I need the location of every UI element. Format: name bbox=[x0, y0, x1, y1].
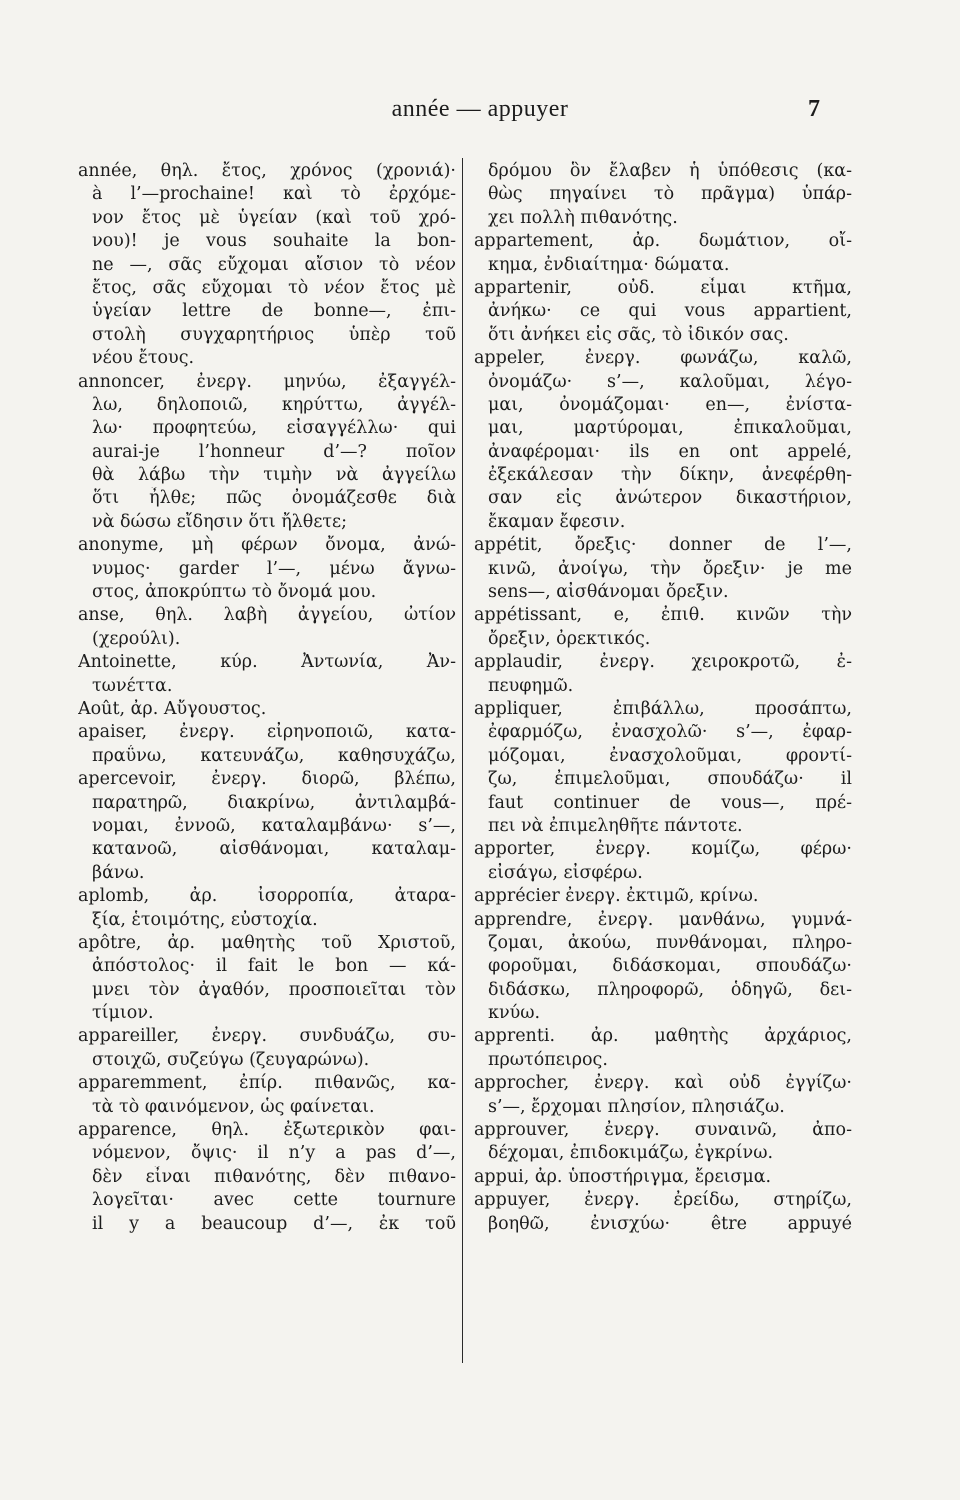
entry-headword-line: aplomb, ἀρ. ἰσορροπία, ἀταρα- bbox=[78, 886, 456, 907]
entry-headword-line: anse, θηλ. λαβὴ ἀγγείου, ὠτίον bbox=[78, 605, 456, 626]
entry-continuation-line: λω· προφητεύω, εἰσαγγέλλω· qui bbox=[92, 418, 456, 439]
entry-continuation-line: τίμιον. bbox=[92, 1003, 154, 1024]
entry-continuation-line: μαι, ὀνομάζομαι· en—, ἐνίστα- bbox=[488, 394, 852, 415]
entry-headword-line: appliquer, ἐπιβάλλω, προσάπτω, bbox=[474, 698, 852, 719]
entry-continuation-line: πει νὰ ἐπιμεληθῆτε πάντοτε. bbox=[488, 815, 743, 836]
entry-continuation-line: μόζομαι, ἐνασχολοῦμαι, φροντί- bbox=[488, 745, 852, 766]
entry-headword-line: approcher, ἐνεργ. καὶ οὐδ ἐγγίζω· bbox=[474, 1073, 852, 1094]
entry-continuation-line: il y a beaucoup d’—, ἐκ τοῦ bbox=[92, 1213, 456, 1234]
entry-continuation-line: μνει τὸν ἀγαθόν, προσποιεῖται τὸν bbox=[92, 979, 456, 1000]
entry-continuation-line: ζομαι, ἀκούω, πυνθάνομαι, πληρο- bbox=[488, 932, 852, 953]
entry-headword-line: appétissant, e, ἐπιθ. κινῶν τὴν bbox=[474, 605, 852, 626]
entry-continuation-line: νὰ δώσω εἴδησιν ὅτι ἤλθετε; bbox=[92, 511, 348, 532]
entry-continuation-line: θὼς πηγαίνει τὸ πρᾶγμα) ὑπάρ- bbox=[488, 184, 852, 205]
entry-continuation-line: faut continuer de vous—, πρέ- bbox=[488, 792, 852, 813]
entry-continuation-line: πραΰνω, κατευνάζω, καθησυχάζω, bbox=[92, 745, 456, 766]
entry-continuation-line: ὑγείαν lettre de bonne—, ἐπι- bbox=[92, 301, 456, 322]
entry-continuation-line: στολὴ συγχαρητήριος ὑπὲρ τοῦ bbox=[92, 324, 456, 345]
entry-headword-line: apprécier ἐνεργ. ἐκτιμῶ, κρίνω. bbox=[474, 886, 759, 907]
entry-headword-line: appétit, ὄρεξις· donner de l’—, bbox=[474, 535, 852, 556]
entry-continuation-line: θὰ λάβω τὴν τιμὴν νὰ ἀγγείλω bbox=[92, 465, 456, 486]
entry-continuation-line: βοηθῶ, ἐνισχύω· être appuyé bbox=[488, 1213, 852, 1234]
entry-continuation-line: χει πολλὴ πιθανότης. bbox=[488, 207, 678, 228]
entry-continuation-line: φοροῦμαι, διδάσκομαι, σπουδάζω· bbox=[488, 956, 852, 977]
entry-headword-line: appartement, ἀρ. δωμάτιον, οἴ- bbox=[474, 231, 852, 252]
entry-continuation-line: ἐφαρμόζω, ἐνασχολῶ· s’—, ἐφαρ- bbox=[488, 722, 852, 743]
running-head: année — appuyer bbox=[391, 96, 569, 122]
entry-headword-line: approuver, ἐνεργ. συναινῶ, ἀπο- bbox=[474, 1120, 852, 1141]
entry-headword-line: apaiser, ἐνεργ. εἰρηνοποιῶ, κατα- bbox=[78, 722, 456, 743]
entry-continuation-line: στοιχῶ, συζεύγω (ζευγαρώνω). bbox=[92, 1049, 370, 1070]
entry-headword-line: appareiller, ἐνεργ. συνδυάζω, συ- bbox=[78, 1026, 456, 1047]
entry-continuation-line: aurai-je l’honneur d’—? ποῖον bbox=[92, 441, 456, 462]
entry-continuation-line: ne —, σᾶς εὔχομαι αἴσιον τὸ νέον bbox=[92, 254, 456, 275]
entry-continuation-line: παρατηρῶ, διακρίνω, ἀντιλαμβά- bbox=[92, 792, 456, 813]
entry-headword-line: Août, ἀρ. Αὔγουστος. bbox=[78, 698, 267, 719]
entry-continuation-line: νον ἔτος μὲ ὑγείαν (καὶ τοῦ χρό- bbox=[92, 207, 456, 228]
entry-continuation-line: τωνέττα. bbox=[92, 675, 173, 696]
entry-continuation-line: ὀνομάζω· s’—, καλοῦμαι, λέγο- bbox=[488, 371, 852, 392]
entry-headword-line: anonyme, μὴ φέρων ὄνομα, ἀνώ- bbox=[78, 535, 456, 556]
entry-continuation-line: πευφημῶ. bbox=[488, 675, 574, 696]
entry-headword-line: appeler, ἐνεργ. φωνάζω, καλῶ, bbox=[474, 348, 852, 369]
entry-continuation-line: ἀναφέρομαι· ils en ont appelé, bbox=[488, 441, 852, 462]
entry-continuation-line: ξία, ἑτοιμότης, εὐστοχία. bbox=[92, 909, 318, 930]
entry-continuation-line: δὲν εἶναι πιθανότης, δὲν πιθανο- bbox=[92, 1166, 456, 1187]
entry-continuation-line: νέου ἔτους. bbox=[92, 348, 195, 369]
entry-continuation-line: δρόμου ὃν ἔλαβεν ἡ ὑπόθεσις (κα- bbox=[488, 161, 852, 181]
entry-continuation-line: ὅτι ἀνήκει εἰς σᾶς, τὸ ἰδικόν σας. bbox=[488, 324, 789, 345]
entry-continuation-line: λογεῖται· avec cette tournure bbox=[92, 1190, 456, 1211]
entry-continuation-line: ἔκαμαν ἔφεσιν. bbox=[488, 511, 626, 532]
entry-headword-line: apparence, θηλ. ἐξωτερικὸν φαι- bbox=[78, 1120, 456, 1141]
entry-headword-line: appartenir, οὐδ. εἶμαι κτῆμα, bbox=[474, 277, 852, 298]
entry-headword-line: apôtre, ἀρ. μαθητὴς τοῦ Χριστοῦ, bbox=[78, 932, 456, 953]
entry-continuation-line: ζω, ἐπιμελοῦμαι, σπουδάζω· il bbox=[488, 769, 852, 790]
entry-headword-line: applaudir, ἐνεργ. χειροκροτῶ, ἐ- bbox=[474, 652, 852, 673]
entry-headword-line: apercevoir, ἐνεργ. διορῶ, βλέπω, bbox=[78, 769, 456, 790]
entry-continuation-line: κατανοῶ, αἰσθάνομαι, καταλαμ- bbox=[92, 839, 456, 860]
entry-continuation-line: s’—, ἔρχομαι πλησίον, πλησιάζω. bbox=[488, 1096, 785, 1117]
entry-headword-line: appuyer, ἐνεργ. ἐρείδω, στηρίζω, bbox=[474, 1190, 852, 1211]
entry-continuation-line: εἰσάγω, εἰσφέρω. bbox=[488, 862, 643, 883]
entry-continuation-line: à l’—prochaine! καὶ τὸ ἐρχόμε- bbox=[92, 184, 456, 205]
entry-continuation-line: σαν εἰς ἀνώτερον δικαστήριον, bbox=[488, 488, 852, 509]
entry-continuation-line: κνύω. bbox=[488, 1003, 541, 1024]
entry-continuation-line: δέχομαι, ἐπιδοκιμάζω, ἐγκρίνω. bbox=[488, 1143, 774, 1164]
left-column bbox=[78, 160, 456, 1236]
entry-continuation-line: στος, ἀποκρύπτω τὸ ὄνομά μου. bbox=[92, 582, 377, 603]
entry-continuation-line: (χερούλι). bbox=[92, 628, 181, 649]
entry-headword-line: Antoinette, κύρ. Ἀντωνία, Ἀν- bbox=[78, 652, 456, 673]
entry-continuation-line: ἀνήκω· ce qui vous appartient, bbox=[488, 301, 852, 322]
entry-headword-line: apprendre, ἐνεργ. μανθάνω, γυμνά- bbox=[474, 909, 852, 930]
entry-continuation-line: κινῶ, ἀνοίγω, τὴν ὄρεξιν· je me bbox=[488, 558, 852, 579]
entry-continuation-line: ἀπόστολος· il fait le bon — κά- bbox=[92, 956, 456, 977]
entry-continuation-line: πρωτόπειρος. bbox=[488, 1049, 608, 1070]
entry-headword-line: apporter, ἐνεργ. κομίζω, φέρω· bbox=[474, 839, 852, 860]
entry-continuation-line: sens—, αἰσθάνομαι ὄρεξιν. bbox=[488, 582, 729, 603]
entry-continuation-line: ὅτι ἦλθε; πῶς ὀνομάζεσθε διὰ bbox=[92, 488, 456, 509]
entry-continuation-line: νομαι, ἐννοῶ, καταλαμβάνω· s’—, bbox=[92, 815, 456, 836]
entry-headword-line: annoncer, ἐνεργ. μηνύω, ἐξαγγέλ- bbox=[78, 371, 456, 392]
entry-headword-line: apprenti. ἀρ. μαθητὴς ἀρχάριος, bbox=[474, 1026, 852, 1047]
entry-continuation-line: ἔτος, σᾶς εὔχομαι τὸ νέον ἔτος μὲ bbox=[92, 277, 456, 298]
entry-continuation-line: διδάσκω, πληροφορῶ, ὁδηγῶ, δει- bbox=[488, 979, 852, 1000]
entry-continuation-line: τὰ τὸ φαινόμενον, ὡς φαίνεται. bbox=[92, 1096, 375, 1117]
right-column bbox=[474, 160, 852, 1236]
entry-continuation-line: μαι, μαρτύρομαι, ἐπικαλοῦμαι, bbox=[488, 418, 852, 439]
entry-continuation-line: ὄρεξιν, ὀρεκτικός. bbox=[488, 628, 651, 649]
entry-continuation-line: ἐξεκάλεσαν τὴν δίκην, ἀνεφέρθη- bbox=[488, 465, 852, 486]
entry-continuation-line: κημα, ἐνδιαίτημα· δώματα. bbox=[488, 254, 730, 275]
page-number: 7 bbox=[808, 96, 820, 122]
entry-headword-line: apparemment, ἐπίρ. πιθανῶς, κα- bbox=[78, 1073, 456, 1094]
entry-continuation-line: νόμενον, ὄψις· il n’y a pas d’—, bbox=[92, 1143, 456, 1164]
entry-continuation-line: λω, δηλοποιῶ, κηρύττω, ἀγγέλ- bbox=[92, 394, 456, 415]
page-header bbox=[0, 96, 960, 136]
entry-headword-line: appui, ἀρ. ὑποστήριγμα, ἔρεισμα. bbox=[474, 1166, 772, 1187]
entry-continuation-line: νυμος· garder l’—, μένω ἄγνω- bbox=[92, 558, 456, 579]
entry-continuation-line: νου)! je vous souhaite la bon- bbox=[92, 231, 456, 252]
entry-continuation-line: βάνω. bbox=[92, 862, 145, 883]
column-divider bbox=[462, 158, 463, 1363]
entry-headword-line: année, θηλ. ἔτος, χρόνος (χρονιά)· bbox=[78, 161, 456, 181]
